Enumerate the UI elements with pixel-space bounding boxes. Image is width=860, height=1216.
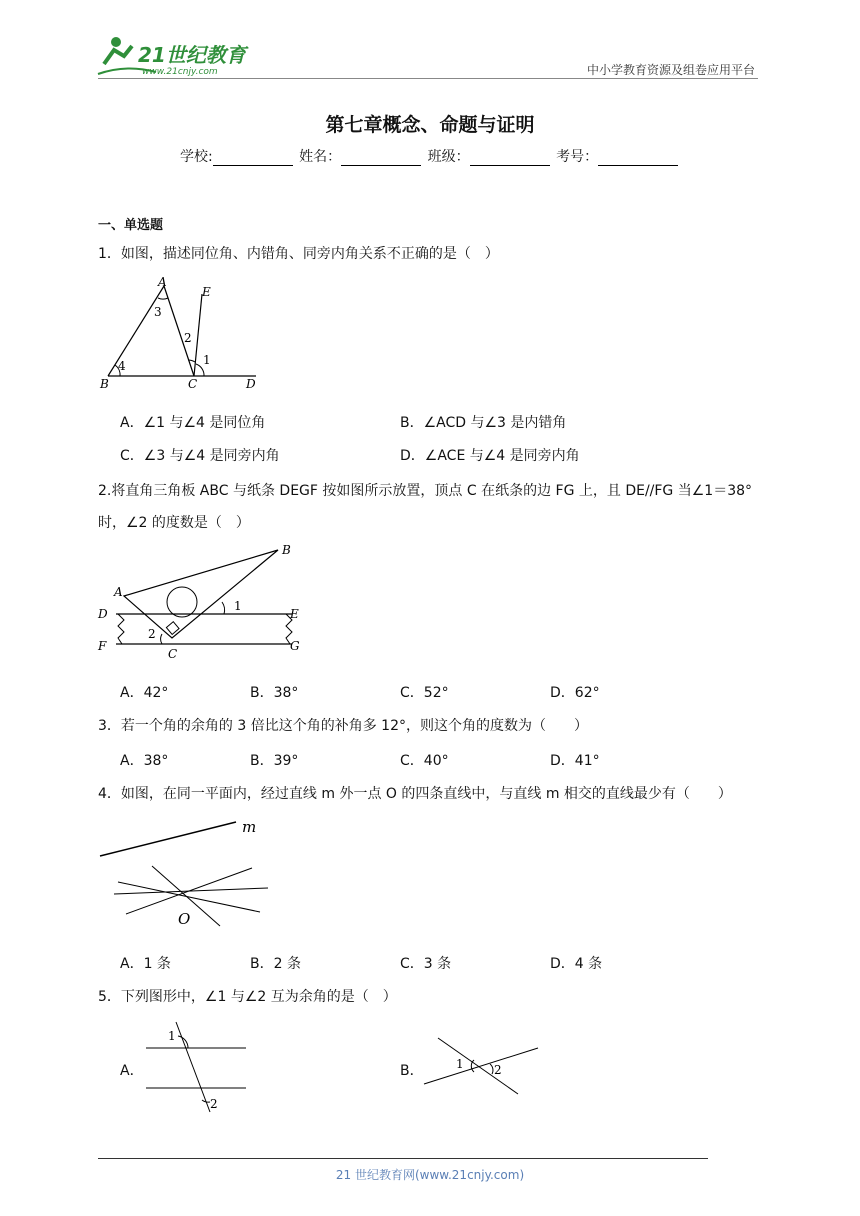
question-5-text: 5．下列图形中，∠1 与∠2 互为余角的是（ ） bbox=[98, 989, 397, 1005]
fig4-label-O: O bbox=[178, 910, 191, 928]
question-1-text: 1．如图，描述同位角、内错角、同旁内角关系不正确的是（ ） bbox=[98, 246, 499, 262]
fig2-label-B: B bbox=[282, 543, 291, 557]
fig5a-label-1: 1 bbox=[168, 1029, 176, 1043]
name-label: 姓名： bbox=[299, 149, 342, 165]
fig2-label-A: A bbox=[114, 585, 123, 599]
option-letter: D． bbox=[400, 448, 425, 464]
option-text: ∠ACE 与∠4 是同旁内角 bbox=[424, 448, 580, 464]
option-text: 2 条 bbox=[273, 956, 301, 972]
fig1-label-3: 3 bbox=[154, 305, 162, 319]
option-letter: B． bbox=[400, 415, 424, 431]
q2-option-b[interactable] bbox=[250, 682, 298, 702]
fig1-label-1: 1 bbox=[203, 353, 211, 367]
q1-option-a[interactable] bbox=[120, 412, 265, 432]
q2-option-a[interactable] bbox=[120, 682, 168, 702]
option-text: ∠ACD 与∠3 是内错角 bbox=[423, 415, 567, 431]
q3-option-c[interactable] bbox=[400, 750, 449, 770]
student-info bbox=[180, 146, 680, 166]
option-text: 3 条 bbox=[423, 956, 452, 972]
fig2-label-1: 1 bbox=[234, 599, 242, 613]
option-letter: B． bbox=[250, 956, 274, 972]
fig2-label-D: D bbox=[98, 607, 108, 621]
question-4-text: 4．如图，在同一平面内，经过直线 m 外一点 O 的四条直线中，与直线 m 相交的直线最少有（ ） bbox=[98, 786, 732, 802]
option-text: 42° bbox=[143, 685, 169, 701]
q2-option-d[interactable] bbox=[550, 682, 600, 702]
fig5b-label-1: 1 bbox=[456, 1057, 464, 1071]
option-letter: C． bbox=[400, 685, 424, 701]
option-text: ∠1 与∠4 是同位角 bbox=[143, 415, 266, 431]
footer-text[interactable]: 21 世纪教育网(www.21cnjy.com) bbox=[335, 1168, 525, 1182]
fig1-label-2: 2 bbox=[184, 331, 192, 345]
fig2-label-F: F bbox=[98, 639, 107, 653]
question-2-figure bbox=[96, 542, 306, 662]
option-letter: A． bbox=[120, 956, 144, 972]
question-4-figure bbox=[96, 812, 276, 934]
fig1-label-E: E bbox=[202, 285, 211, 299]
fig1-label-A: A bbox=[158, 275, 167, 289]
class-label: 班级： bbox=[427, 149, 470, 165]
option-letter: A． bbox=[120, 685, 144, 701]
fig2-label-2: 2 bbox=[148, 627, 156, 641]
q1-option-b[interactable] bbox=[400, 412, 566, 432]
fig5b-label-2: 2 bbox=[494, 1063, 502, 1077]
question-2-text-line1: 2.将直角三角板 ABC 与纸条 DEGF 按如图所示放置，顶点 C 在纸条的边 FG 上，且 DE//FG 当∠1＝38° bbox=[98, 483, 753, 499]
fig1-label-B: B bbox=[100, 377, 109, 391]
option-text: 40° bbox=[423, 753, 449, 769]
fig2-label-C: C bbox=[168, 647, 178, 661]
option-letter: B． bbox=[250, 753, 274, 769]
fig5a-label-2: 2 bbox=[210, 1097, 218, 1111]
q3-option-d[interactable] bbox=[550, 750, 600, 770]
option-text: 4 条 bbox=[574, 956, 603, 972]
option-text: 38° bbox=[143, 753, 169, 769]
q1-option-d[interactable] bbox=[400, 445, 580, 465]
fig2-label-E: E bbox=[290, 607, 299, 621]
q3-option-b[interactable] bbox=[250, 750, 298, 770]
fig2-label-G: G bbox=[290, 639, 300, 653]
q5-figure-a bbox=[140, 1018, 250, 1114]
option-letter: D． bbox=[550, 685, 575, 701]
q4-option-c[interactable] bbox=[400, 953, 451, 973]
exam-no-label: 考号： bbox=[556, 149, 599, 165]
fig1-label-D: D bbox=[246, 377, 256, 391]
option-letter: C． bbox=[400, 753, 424, 769]
fig1-label-C: C bbox=[188, 377, 198, 391]
question-3-text: 3．若一个角的余角的 3 倍比这个角的补角多 12°，则这个角的度数为（ ） bbox=[98, 718, 588, 734]
question-2-text-line2: 时，∠2 的度数是（ ） bbox=[98, 515, 250, 531]
logo-text: 21世纪教育 bbox=[138, 43, 246, 67]
option-letter: A． bbox=[120, 415, 144, 431]
fig1-label-4: 4 bbox=[118, 359, 126, 373]
school-label: 学校: bbox=[180, 149, 213, 165]
option-text: 38° bbox=[273, 685, 299, 701]
option-letter: B． bbox=[400, 1063, 424, 1079]
option-text: 52° bbox=[423, 685, 449, 701]
option-text: 62° bbox=[574, 685, 600, 701]
q4-option-d[interactable] bbox=[550, 953, 602, 973]
q2-option-c[interactable] bbox=[400, 682, 449, 702]
school-blank[interactable] bbox=[213, 151, 293, 166]
page-title: 第七章概念、命题与证明 bbox=[325, 114, 535, 136]
logo-url: www.21cnjy.com bbox=[142, 67, 218, 77]
q4-option-b[interactable] bbox=[250, 953, 301, 973]
option-letter: C． bbox=[400, 956, 424, 972]
q3-option-a[interactable] bbox=[120, 750, 168, 770]
fig4-label-m: m bbox=[242, 818, 257, 836]
q4-option-a[interactable] bbox=[120, 953, 171, 973]
option-text: 41° bbox=[574, 753, 600, 769]
option-letter: B． bbox=[250, 685, 274, 701]
option-text: 39° bbox=[273, 753, 299, 769]
option-text: 1 条 bbox=[143, 956, 171, 972]
q1-option-c[interactable] bbox=[120, 445, 280, 465]
option-letter: A． bbox=[120, 1063, 144, 1079]
section-heading: 一、单选题 bbox=[98, 218, 164, 233]
option-text: ∠3 与∠4 是同旁内角 bbox=[143, 448, 280, 464]
q5-figure-b bbox=[420, 1028, 544, 1098]
exam-no-blank[interactable] bbox=[598, 151, 678, 166]
option-letter: A． bbox=[120, 753, 144, 769]
header-right-text: 中小学教育资源及组卷应用平台 bbox=[586, 63, 755, 77]
option-letter: D． bbox=[550, 956, 575, 972]
option-letter: C． bbox=[120, 448, 144, 464]
logo bbox=[96, 34, 256, 78]
question-1-figure bbox=[98, 272, 268, 394]
class-blank[interactable] bbox=[470, 151, 550, 166]
name-blank[interactable] bbox=[341, 151, 421, 166]
option-letter: D． bbox=[550, 753, 575, 769]
footer-divider bbox=[98, 1158, 708, 1159]
header-divider bbox=[98, 78, 758, 79]
